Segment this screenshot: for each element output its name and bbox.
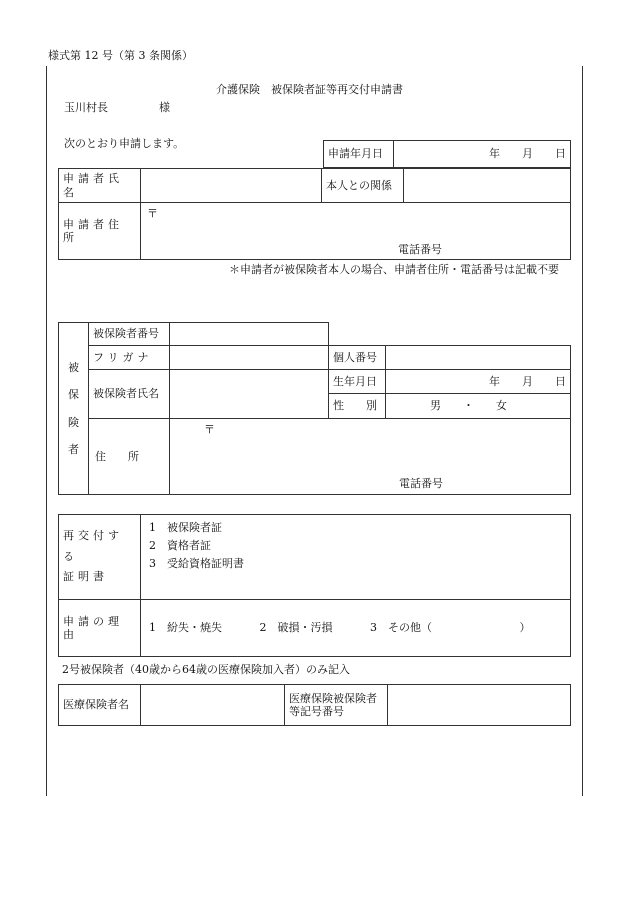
applicant-phone-label: 電話番号 [398,243,442,256]
application-date-table [323,140,571,168]
relation-field[interactable] [404,169,571,203]
application-date-field[interactable]: 年 月 日 [394,141,571,168]
medical-insurer-table [58,684,571,726]
frame-left-line [46,66,47,796]
addressee-suffix: 様 [159,101,170,114]
applicant-table [58,168,571,260]
insured-address-label: 住 所 [89,419,170,495]
reissue-label: 再交付する 証明書 [59,515,141,600]
insured-name-field[interactable] [170,370,329,419]
reissue-item[interactable]: 2 資格者証 [149,539,211,553]
reason-items[interactable] [141,600,571,657]
addressee: 玉川村長 [64,101,108,114]
reason-label: 申請の理由 [59,600,141,657]
furigana-field[interactable] [170,346,329,370]
insured-number-boxes[interactable] [170,323,329,346]
insured-table [58,322,571,495]
gender-field[interactable]: 男 ・ 女 [386,394,571,419]
applicant-name-field[interactable] [141,169,322,203]
insured-name-label: 被保険者氏名 [89,370,170,419]
furigana-label: フリガナ [89,346,170,370]
medical-insurer-field[interactable] [141,685,285,726]
personal-number-label: 個人番号 [329,346,386,370]
relation-label: 本人との関係 [322,169,404,203]
insured-side-label: 被 保 険 者 [59,323,89,495]
reissue-items[interactable] [141,515,571,600]
birth-date-label: 生年月日 [329,370,386,394]
reason-item[interactable]: 3 その他（ [370,621,432,635]
reason-item[interactable]: 2 破損・汚損 [259,621,333,635]
form-number: 様式第 12 号（第 3 条関係） [48,49,193,62]
insured-number-label: 被保険者番号 [89,323,170,346]
secondary-note: 2号被保険者（40歳から64歳の医療保険加入者）のみ記入 [62,663,350,676]
reason-item[interactable]: 1 紛失・焼失 [149,621,222,635]
reissue-table [58,514,571,657]
insured-address-field[interactable] [170,419,571,495]
reason-close-paren: ） [519,621,531,635]
medical-insurer-label: 医療保険者名 [59,685,141,726]
blank-area [329,323,571,346]
applicant-address-field[interactable] [141,203,571,260]
frame-right-line [582,66,583,796]
intro-text: 次のとおり申請します。 [64,137,185,150]
applicant-note: ＊申請者が被保険者本人の場合、申請者住所・電話番号は記載不要 [229,263,559,276]
applicant-name-label: 申請者氏名 [59,169,141,203]
birth-date-field[interactable]: 年 月 日 [386,370,571,394]
insured-postal-mark: 〒 [204,423,215,436]
reissue-item[interactable]: 1 被保険者証 [149,521,222,534]
gender-label: 性 別 [329,394,386,419]
form-title: 介護保険 被保険者証等再交付申請書 [216,83,403,96]
postal-mark: 〒 [147,207,158,220]
reissue-item[interactable]: 3 受給資格証明書 [149,557,244,571]
personal-number-field[interactable] [386,346,571,370]
application-date-label: 申請年月日 [324,141,394,168]
applicant-address-label: 申請者住所 [59,203,141,260]
medical-symbol-field[interactable] [388,685,571,726]
insured-phone-label: 電話番号 [399,477,443,490]
medical-symbol-label: 医療保険被保険者 等記号番号 [285,685,388,726]
